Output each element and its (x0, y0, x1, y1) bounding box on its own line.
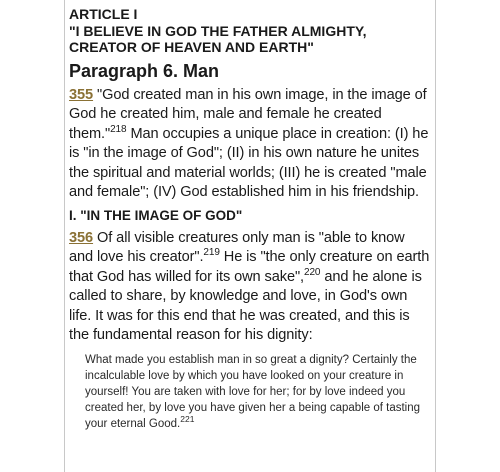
article-number: ARTICLE I (69, 6, 138, 22)
paragraph-355-text-a: "God created man in his own image, in the image of God he created him, male and female he created them." (69, 86, 427, 142)
block-quote (85, 352, 431, 433)
footnote-219[interactable]: 219 (203, 247, 220, 259)
paragraph-356-text-b: He is "the only creature on earth that God has willed for its own sake", (69, 249, 430, 285)
footnote-220[interactable]: 220 (304, 266, 321, 278)
paragraph-title: Paragraph 6. Man (69, 60, 220, 81)
paragraph-356 (69, 229, 431, 346)
article-title-line-2: CREATOR OF HEAVEN AND EARTH" (69, 39, 314, 55)
article-title-line-1: "I BELIEVE IN GOD THE FATHER ALMIGHTY, (69, 22, 367, 39)
quote-text: What made you establish man in so great a dignity? Certainly the incalculable love by which you have looked on your creature in yourself! You are taken with love for her; for by love indeed you created her, by love you have given her a being capable of tasting your eternal Good. (85, 353, 421, 431)
article-heading (69, 6, 431, 56)
paragraph-356-text-c: and he alone is called to share, by knowledge and love, in God's own life. It was for this end that he was created, and this is the fundamental reason for his dignity: (69, 268, 422, 343)
footnote-221[interactable]: 221 (180, 414, 195, 425)
paragraph-number-link-355[interactable]: 355 (69, 86, 94, 103)
footnote-218[interactable]: 218 (110, 123, 127, 135)
paragraph-356-text-a: Of all visible creatures only man is "able to know and love his creator". (69, 229, 405, 265)
paragraph-355-text-b: Man occupies a unique place in creation: (I) he is "in the image of God"; (II) in his own nature he unites the spiritual and material worlds; (III) he is created "male and female"; (IV) God established him in his friendship. (69, 125, 429, 200)
paragraph-number-link-356[interactable]: 356 (69, 229, 94, 246)
document-page (64, 0, 436, 472)
paragraph-355 (69, 86, 431, 203)
section-heading: I. "IN THE IMAGE OF GOD" (69, 207, 243, 223)
